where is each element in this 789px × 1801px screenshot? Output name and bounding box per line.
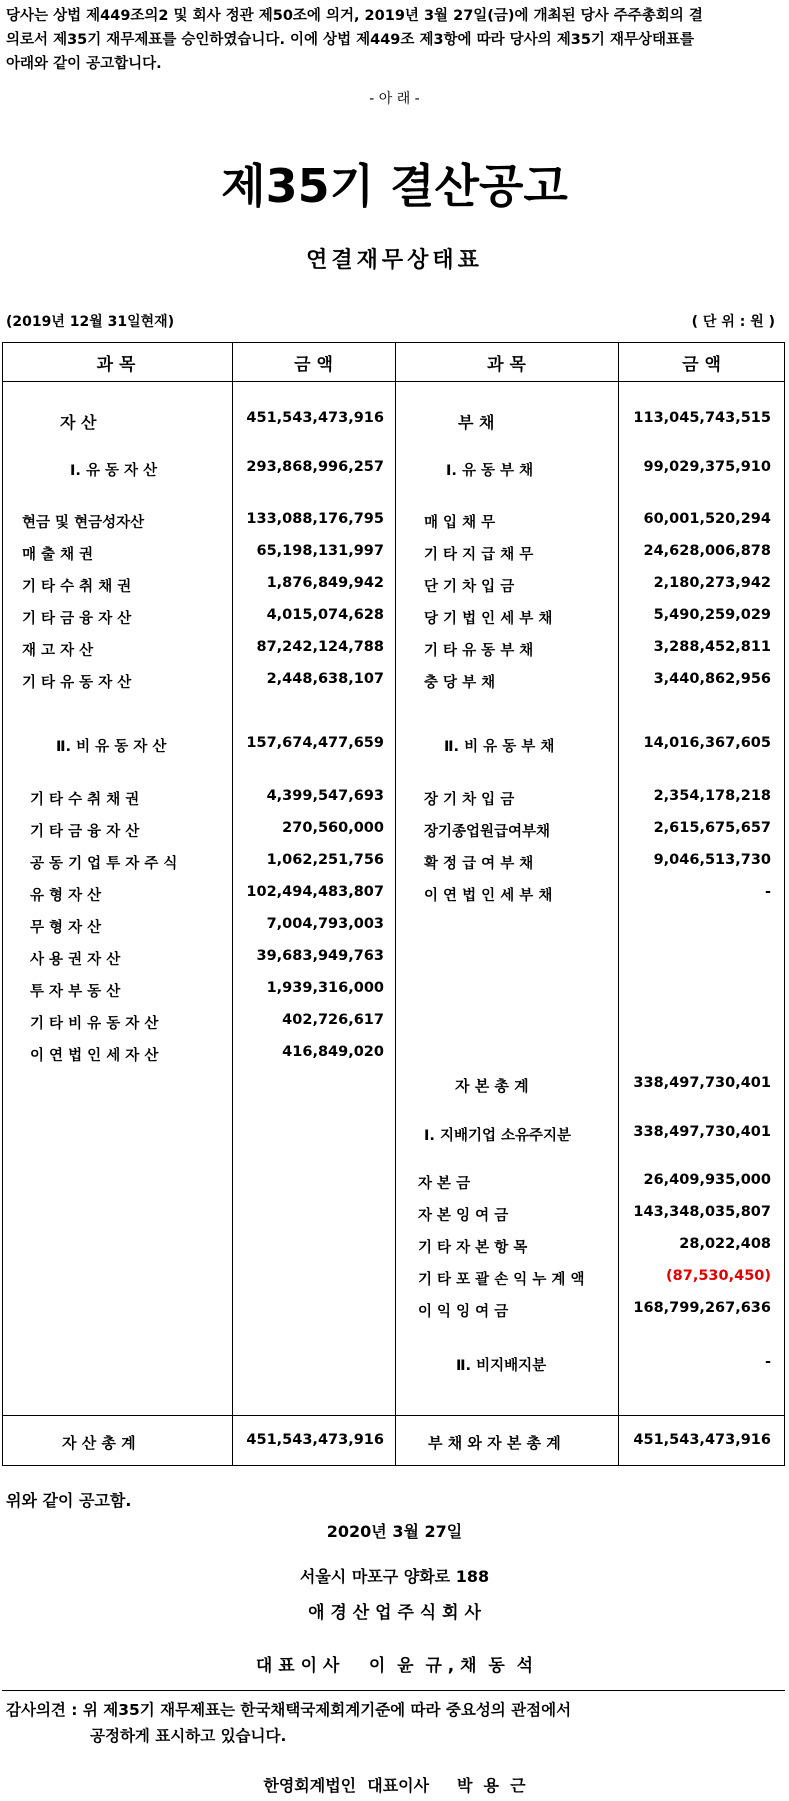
equity-total-label: 자 본 총 계	[455, 1077, 529, 1095]
intro-line: 당사는 상법 제449조의2 및 회사 정관 제50조에 의거, 2019년 3월 27일(금)에 개최된 당사 주주총회의 결	[6, 8, 703, 24]
left-row-value: 2,448,638,107	[266, 671, 384, 687]
right-row-label: 장 기 차 입 금	[424, 792, 515, 808]
left-row-label: 기 타 금 융 자 산	[30, 824, 140, 840]
right-row-value: 143,348,035,807	[633, 1204, 771, 1220]
left-row-label: 기 타 비 유 동 자 산	[30, 1016, 159, 1032]
intro-line: 의로서 제35기 재무제표를 승인하였습니다. 이에 상법 제449조 제3항에 따라 당사의 제35기 재무상태표를	[6, 32, 695, 48]
right-row-value: 3,288,452,811	[653, 639, 771, 655]
right-row-label: 기 타 유 동 부 채	[424, 643, 534, 659]
column-divider	[618, 342, 619, 1466]
right-row-label: 장기종업원급여부채	[424, 824, 551, 840]
left-row-label: 기 타 수 취 채 권	[30, 792, 140, 808]
left-row-label: 사 용 권 자 산	[30, 952, 121, 968]
right-row-label: 기 타 자 본 항 목	[418, 1240, 528, 1256]
header-amount-right: 금 액	[682, 355, 721, 375]
left-row-value: 1,876,849,942	[266, 575, 384, 591]
right-row-value: 2,180,273,942	[653, 575, 771, 591]
right-row-label: 확 정 급 여 부 채	[424, 856, 534, 872]
right-row-label: 이 연 법 인 세 부 채	[424, 888, 553, 904]
non-current-assets-value: 157,674,477,659	[246, 735, 384, 751]
company-address: 서울시 마포구 양화로 188	[299, 1567, 490, 1586]
left-row-label: 공 동 기 업 투 자 주 식	[30, 856, 178, 872]
equity-total-value: 338,497,730,401	[633, 1075, 771, 1091]
right-row-value: 28,022,408	[679, 1236, 771, 1252]
header-divider	[2, 381, 785, 382]
total-assets-value: 451,543,473,916	[246, 1432, 384, 1448]
column-divider	[395, 342, 396, 1466]
header-item-left: 과 목	[96, 355, 136, 375]
below-marker: - 아 래 -	[369, 91, 420, 107]
footer-divider	[2, 1690, 785, 1691]
right-row-value: 24,628,006,878	[643, 543, 771, 559]
non-controlling-value: -	[764, 1354, 771, 1370]
right-row-label: 당 기 법 인 세 부 채	[424, 611, 553, 627]
left-row-value: 416,849,020	[282, 1044, 384, 1060]
left-row-label: 유 형 자 산	[30, 888, 102, 904]
left-row-value: 87,242,124,788	[256, 639, 384, 655]
total-assets-label: 자 산 총 계	[62, 1434, 136, 1452]
unit-label: ( 단 위 : 원 )	[691, 314, 775, 330]
left-row-value: 4,399,547,693	[266, 788, 384, 804]
header-amount-left: 금 액	[294, 355, 333, 375]
right-row-value: 3,440,862,956	[653, 671, 771, 687]
current-assets-label: Ⅰ. 유 동 자 산	[70, 463, 158, 479]
page-title: 제35기 결산공고	[221, 159, 568, 213]
non-current-assets-label: Ⅱ. 비 유 동 자 산	[56, 739, 167, 755]
current-assets-value: 293,868,996,257	[246, 459, 384, 475]
right-row-label: 이 익 잉 여 금	[418, 1304, 509, 1320]
right-row-value: -	[764, 884, 771, 900]
right-row-value: 26,409,935,000	[643, 1172, 771, 1188]
left-row-value: 4,015,074,628	[266, 607, 384, 623]
left-row-label: 기 타 금 융 자 산	[22, 611, 132, 627]
left-row-value: 1,062,251,756	[266, 852, 384, 868]
left-row-value: 65,198,131,997	[256, 543, 384, 559]
left-row-value: 7,004,793,003	[266, 916, 384, 932]
right-row-value: 9,046,513,730	[653, 852, 771, 868]
audit-opinion-line-1: 감사의견 : 위 제35기 재무제표는 한국채택국제회계기준에 따라 중요성의 관점에서	[6, 1701, 572, 1719]
right-row-label: 단 기 차 입 금	[424, 579, 515, 595]
left-row-value: 270,560,000	[282, 820, 384, 836]
current-liabilities-label: Ⅰ. 유 동 부 채	[446, 463, 534, 479]
right-row-label: 자 본 잉 여 금	[418, 1208, 509, 1224]
non-current-liabilities-value: 14,016,367,605	[643, 735, 771, 751]
right-row-label: 자 본 금	[418, 1176, 471, 1192]
right-row-value: 2,354,178,218	[653, 788, 771, 804]
left-row-label: 재 고 자 산	[22, 643, 94, 659]
intro-line: 아래와 같이 공고합니다.	[6, 56, 162, 72]
audit-opinion-line-2: 공정하게 표시하고 있습니다.	[90, 1727, 287, 1745]
left-row-value: 102,494,483,807	[246, 884, 384, 900]
right-row-label: 매 입 채 무	[424, 515, 496, 531]
left-row-value: 402,726,617	[282, 1012, 384, 1028]
total-divider	[2, 1415, 785, 1416]
left-row-value: 39,683,949,763	[256, 948, 384, 964]
intro-paragraph	[6, 4, 786, 76]
owners-equity-value: 338,497,730,401	[633, 1124, 771, 1140]
left-row-label: 기 타 유 동 자 산	[22, 675, 132, 691]
closing-date: 2020년 3월 27일	[326, 1522, 463, 1541]
non-current-liabilities-label: Ⅱ. 비 유 동 부 채	[444, 739, 555, 755]
ceo-names: 대 표 이 사 이 윤 규 , 채 동 석	[255, 1656, 534, 1676]
right-row-label: 기 타 지 급 채 무	[424, 547, 534, 563]
left-row-label: 현금 및 현금성자산	[22, 515, 145, 531]
liability-heading: 부 채	[458, 413, 495, 432]
liability-value: 113,045,743,515	[633, 410, 771, 426]
left-row-label: 투 자 부 동 산	[30, 984, 121, 1000]
owners-equity-label: Ⅰ. 지배기업 소유주지분	[424, 1128, 572, 1144]
current-liabilities-value: 99,029,375,910	[643, 459, 771, 475]
left-row-label: 이 연 법 인 세 자 산	[30, 1048, 159, 1064]
right-row-value: 60,001,520,294	[643, 511, 771, 527]
closing-statement: 위와 같이 공고함.	[6, 1491, 132, 1510]
left-row-label: 무 형 자 산	[30, 920, 102, 936]
statement-subtitle: 연결재무상태표	[306, 248, 483, 273]
asset-value: 451,543,473,916	[246, 410, 384, 426]
company-name: 애 경 산 업 주 식 회 사	[308, 1603, 481, 1623]
column-divider	[232, 342, 233, 1466]
right-row-label: 충 당 부 채	[424, 675, 496, 691]
left-row-value: 1,939,316,000	[266, 980, 384, 996]
left-row-label: 기 타 수 취 채 권	[22, 579, 132, 595]
total-liab-equity-value: 451,543,473,916	[633, 1432, 771, 1448]
right-row-label: 기 타 포 괄 손 익 누 계 액	[418, 1272, 585, 1288]
right-row-value: 2,615,675,657	[653, 820, 771, 836]
left-row-label: 매 출 채 권	[22, 547, 94, 563]
right-row-value: 5,490,259,029	[653, 607, 771, 623]
left-row-value: 133,088,176,795	[246, 511, 384, 527]
asset-heading: 자 산	[60, 413, 97, 432]
total-liab-equity-label: 부 채 와 자 본 총 계	[428, 1434, 561, 1452]
non-controlling-label: Ⅱ. 비지배지분	[456, 1358, 547, 1374]
reference-date: (2019년 12월 31일현재)	[6, 314, 175, 330]
header-item-right: 과 목	[487, 355, 526, 375]
auditor-signature: 한영회계법인 대표이사 박 용 근	[263, 1776, 526, 1795]
negative-value: (87,530,450)	[666, 1268, 771, 1284]
right-row-value: 168,799,267,636	[633, 1300, 771, 1316]
